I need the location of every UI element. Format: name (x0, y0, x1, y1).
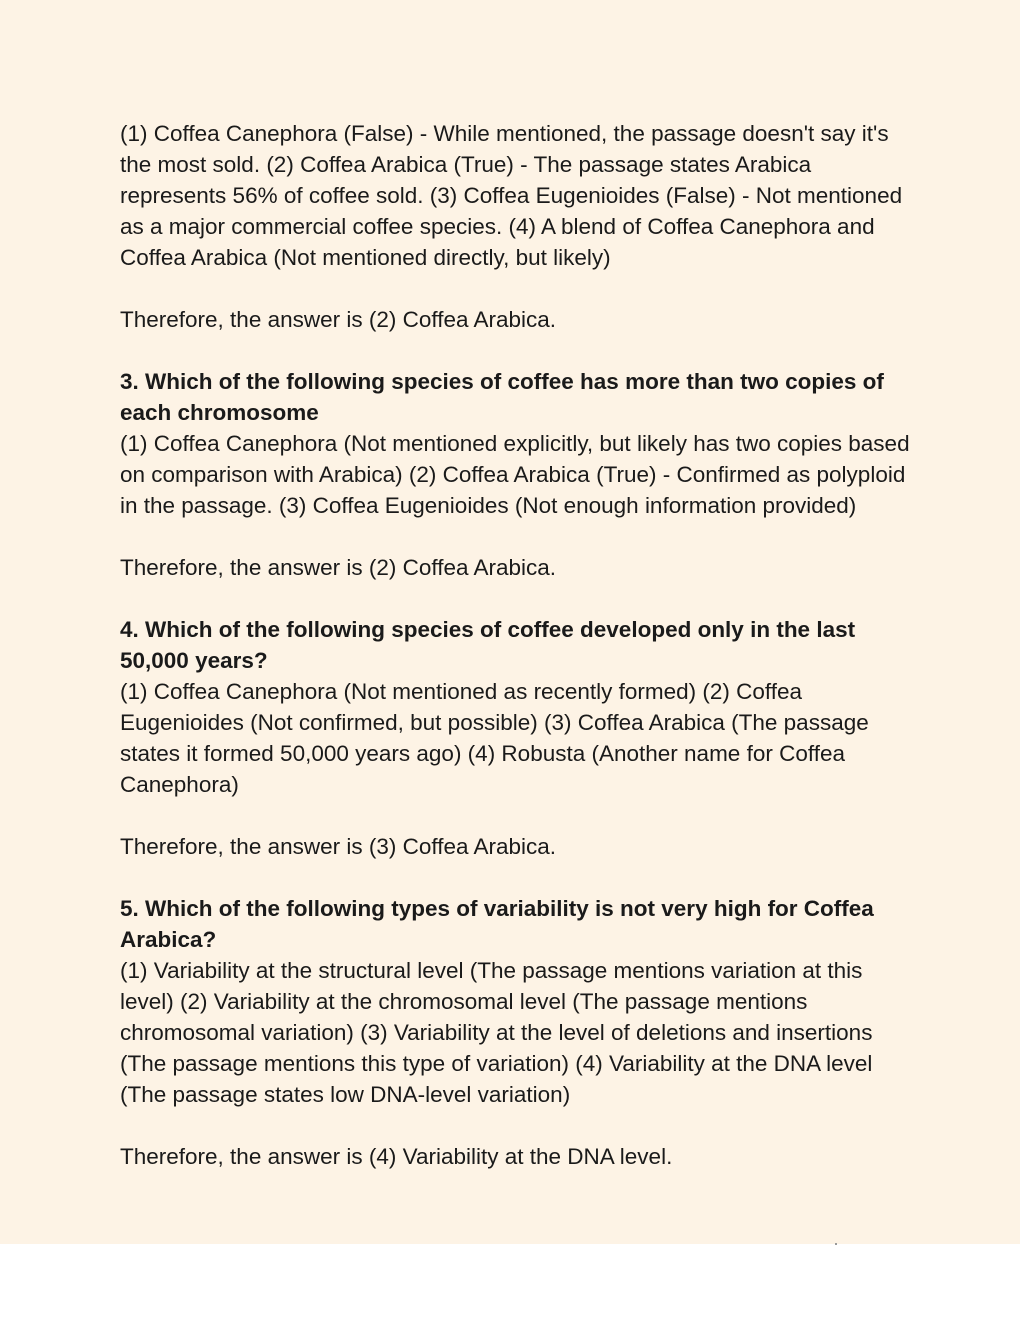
spacer (120, 862, 910, 893)
spacer (120, 800, 910, 831)
question-4-title: 4. Which of the following species of coffee developed only in the last 50,000 years? (120, 617, 856, 673)
question-3-answer: Therefore, the answer is (2) Coffea Arabica. (120, 555, 557, 580)
question-5-title: 5. Which of the following types of variability is not very high for Coffea Arabica? (120, 896, 874, 952)
document-content (120, 118, 910, 1172)
question-4-answer: Therefore, the answer is (3) Coffea Arabica. (120, 834, 557, 859)
question-5-answer: Therefore, the answer is (4) Variability at the DNA level. (120, 1144, 673, 1169)
section-1-answer: Therefore, the answer is (2) Coffea Arabica. (120, 307, 557, 332)
spacer (120, 273, 910, 304)
spacer (120, 521, 910, 552)
question-3-body: (1) Coffea Canephora (Not mentioned explicitly, but likely has two copies based on comparison with Arabica) (2) Coffea Arabica (True) - Confirmed as polyploid in the passage. (3) Coffea Eugenioides (Not enough information provided) (120, 431, 910, 518)
question-4-body: (1) Coffea Canephora (Not mentioned as recently formed) (2) Coffea Eugenioides (Not confirmed, but possible) (3) Coffea Arabica (The passage states it formed 50,000 years ago) (4) Robusta (Another name for Coffea Canephora) (120, 679, 869, 797)
spacer (120, 1110, 910, 1141)
question-5-body: (1) Variability at the structural level (The passage mentions variation at this level) (2) Variability at the chromosomal level (The passage mentions chromosomal variation) (3) Variability at the level of deletions and insertions (The passage mentions this type of variation) (4) Variability at the DNA level (The passage states low DNA-level variation) (120, 958, 873, 1107)
stray-mark (835, 1243, 837, 1245)
question-3-title: 3. Which of the following species of coffee has more than two copies of each chromosome (120, 369, 884, 425)
spacer (120, 335, 910, 366)
spacer (120, 583, 910, 614)
section-1-body: (1) Coffea Canephora (False) - While mentioned, the passage doesn't say it's the most sold. (2) Coffea Arabica (True) - The passage states Arabica represents 56% of coffee sold. (3) Coffea Eugenioides (False) - Not mentioned as a major commercial coffee species. (4) A blend of Coffea Canephora and Coffea Arabica (Not mentioned directly, but likely) (120, 121, 903, 270)
